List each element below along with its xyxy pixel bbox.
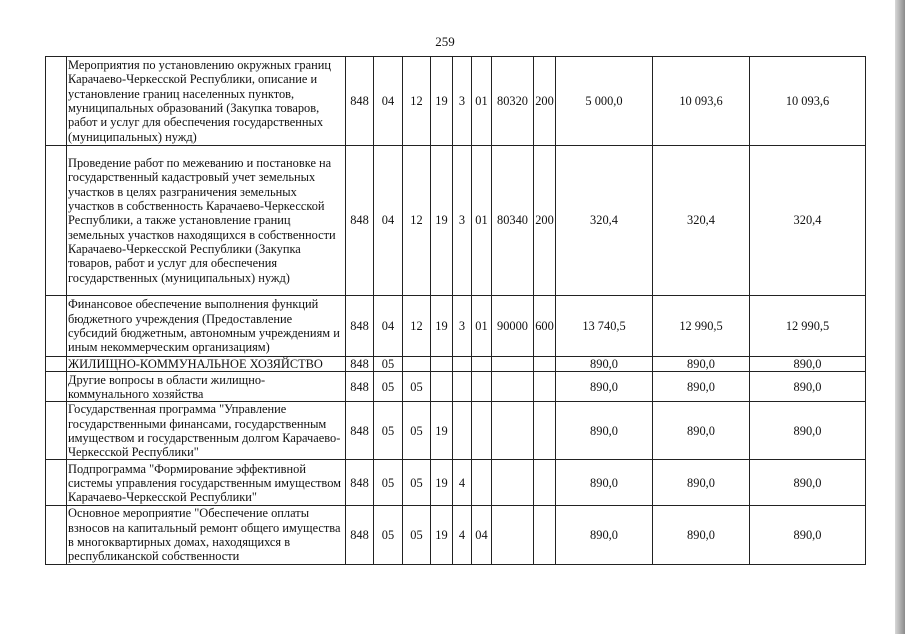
blank-cell <box>46 402 67 460</box>
amount-year-2: 890,0 <box>653 402 750 460</box>
blank-cell <box>46 146 67 296</box>
subprogram-code <box>453 357 472 372</box>
blank-cell <box>46 296 67 357</box>
blank-cell <box>46 372 67 402</box>
row-name: Государственная программа "Управление государственными финансами, государственным имуществом и государственным долгом Карачаево-Черкесской Республики" <box>67 402 346 460</box>
program-code: 19 <box>431 57 453 146</box>
amount-year-2: 890,0 <box>653 506 750 564</box>
program-code: 19 <box>431 506 453 564</box>
subprogram-code: 3 <box>453 57 472 146</box>
row-name: ЖИЛИЩНО-КОММУНАЛЬНОЕ ХОЗЯЙСТВО <box>67 357 346 372</box>
expense-type-code <box>534 372 556 402</box>
amount-year-3: 890,0 <box>750 372 866 402</box>
amount-year-3: 320,4 <box>750 146 866 296</box>
amount-year-1: 890,0 <box>556 506 653 564</box>
amount-year-1: 5 000,0 <box>556 57 653 146</box>
section-code: 04 <box>374 146 403 296</box>
expense-type-code: 200 <box>534 146 556 296</box>
row-name: Финансовое обеспечение выполнения функций бюджетного учреждения (Предоставление субсидий бюджетным, автономным учреждениям и иным некоммерческим организациям) <box>67 296 346 357</box>
expense-type-code: 200 <box>534 57 556 146</box>
amount-year-3: 10 093,6 <box>750 57 866 146</box>
table-row <box>46 506 866 564</box>
ministry-code: 848 <box>346 372 374 402</box>
blank-cell <box>46 57 67 146</box>
amount-year-1: 320,4 <box>556 146 653 296</box>
expense-type-code <box>534 402 556 460</box>
amount-year-3: 890,0 <box>750 506 866 564</box>
direction-code: 90000 <box>492 296 534 357</box>
amount-year-2: 320,4 <box>653 146 750 296</box>
direction-code: 80340 <box>492 146 534 296</box>
amount-year-2: 12 990,5 <box>653 296 750 357</box>
event-code: 04 <box>472 506 492 564</box>
subsection-code: 12 <box>403 146 431 296</box>
row-name: Мероприятия по установлению окружных границ Карачаево-Черкесской Республики, описание и установление границ населенных пунктов, муниципальных образований (Закупка товаров, работ и услуг для обеспечения государственных (муниципальных) нужд) <box>67 57 346 146</box>
ministry-code: 848 <box>346 357 374 372</box>
subprogram-code: 4 <box>453 506 472 564</box>
page-edge-shadow <box>895 0 905 634</box>
amount-year-3: 12 990,5 <box>750 296 866 357</box>
section-code: 05 <box>374 402 403 460</box>
amount-year-2: 890,0 <box>653 372 750 402</box>
direction-code <box>492 402 534 460</box>
program-code <box>431 372 453 402</box>
section-code: 05 <box>374 357 403 372</box>
event-code: 01 <box>472 57 492 146</box>
amount-year-1: 890,0 <box>556 372 653 402</box>
event-code <box>472 372 492 402</box>
ministry-code: 848 <box>346 506 374 564</box>
amount-year-1: 13 740,5 <box>556 296 653 357</box>
ministry-code: 848 <box>346 402 374 460</box>
amount-year-3: 890,0 <box>750 357 866 372</box>
amount-year-2: 890,0 <box>653 357 750 372</box>
event-code <box>472 402 492 460</box>
amount-year-1: 890,0 <box>556 357 653 372</box>
event-code: 01 <box>472 296 492 357</box>
direction-code: 80320 <box>492 57 534 146</box>
page-number: 259 <box>435 34 455 49</box>
amount-year-3: 890,0 <box>750 460 866 506</box>
subsection-code: 05 <box>403 402 431 460</box>
ministry-code: 848 <box>346 57 374 146</box>
program-code: 19 <box>431 296 453 357</box>
section-code: 05 <box>374 460 403 506</box>
expense-type-code: 600 <box>534 296 556 357</box>
blank-cell <box>46 357 67 372</box>
subprogram-code <box>453 402 472 460</box>
blank-cell <box>46 460 67 506</box>
direction-code <box>492 372 534 402</box>
row-name: Основное мероприятие "Обеспечение оплаты взносов на капитальный ремонт общего имущества в многоквартирных домах, находящихся в республиканской собственности <box>67 506 346 564</box>
ministry-code: 848 <box>346 296 374 357</box>
table-row <box>46 372 866 402</box>
row-name: Другие вопросы в области жилищно-коммунального хозяйства <box>67 372 346 402</box>
table-row <box>46 57 866 146</box>
event-code <box>472 460 492 506</box>
table-body <box>46 57 866 565</box>
table-row <box>46 460 866 506</box>
program-code: 19 <box>431 460 453 506</box>
expense-type-code <box>534 460 556 506</box>
direction-code <box>492 460 534 506</box>
event-code: 01 <box>472 146 492 296</box>
subsection-code: 12 <box>403 296 431 357</box>
table-row <box>46 146 866 296</box>
section-code: 05 <box>374 372 403 402</box>
subsection-code: 05 <box>403 372 431 402</box>
subprogram-code: 3 <box>453 296 472 357</box>
expense-type-code <box>534 506 556 564</box>
subprogram-code: 4 <box>453 460 472 506</box>
section-code: 05 <box>374 506 403 564</box>
row-name: Проведение работ по межеванию и постановке на государственный кадастровый учет земельных участков в целях разграничения земельных участков в собственность Карачаево-Черкесской Республики, а также установление границ земельных участков находящихся в собственности Карачаево-Черкесской Республики (Закупка товаров, работ и услуг для обеспечения государственных (муниципальных) нужд) <box>67 146 346 296</box>
table-row <box>46 402 866 460</box>
budget-table <box>45 56 866 565</box>
amount-year-1: 890,0 <box>556 460 653 506</box>
direction-code <box>492 506 534 564</box>
subprogram-code: 3 <box>453 146 472 296</box>
blank-cell <box>46 506 67 564</box>
subsection-code: 05 <box>403 506 431 564</box>
subsection-code <box>403 357 431 372</box>
amount-year-1: 890,0 <box>556 402 653 460</box>
section-code: 04 <box>374 296 403 357</box>
event-code <box>472 357 492 372</box>
amount-year-2: 890,0 <box>653 460 750 506</box>
direction-code <box>492 357 534 372</box>
table-row <box>46 296 866 357</box>
program-code <box>431 357 453 372</box>
expense-type-code <box>534 357 556 372</box>
table-row <box>46 357 866 372</box>
amount-year-2: 10 093,6 <box>653 57 750 146</box>
ministry-code: 848 <box>346 460 374 506</box>
program-code: 19 <box>431 146 453 296</box>
subsection-code: 05 <box>403 460 431 506</box>
program-code: 19 <box>431 402 453 460</box>
subsection-code: 12 <box>403 57 431 146</box>
amount-year-3: 890,0 <box>750 402 866 460</box>
row-name: Подпрограмма "Формирование эффективной системы управления государственным имуществом Карачаево-Черкесской Республики" <box>67 460 346 506</box>
section-code: 04 <box>374 57 403 146</box>
subprogram-code <box>453 372 472 402</box>
ministry-code: 848 <box>346 146 374 296</box>
